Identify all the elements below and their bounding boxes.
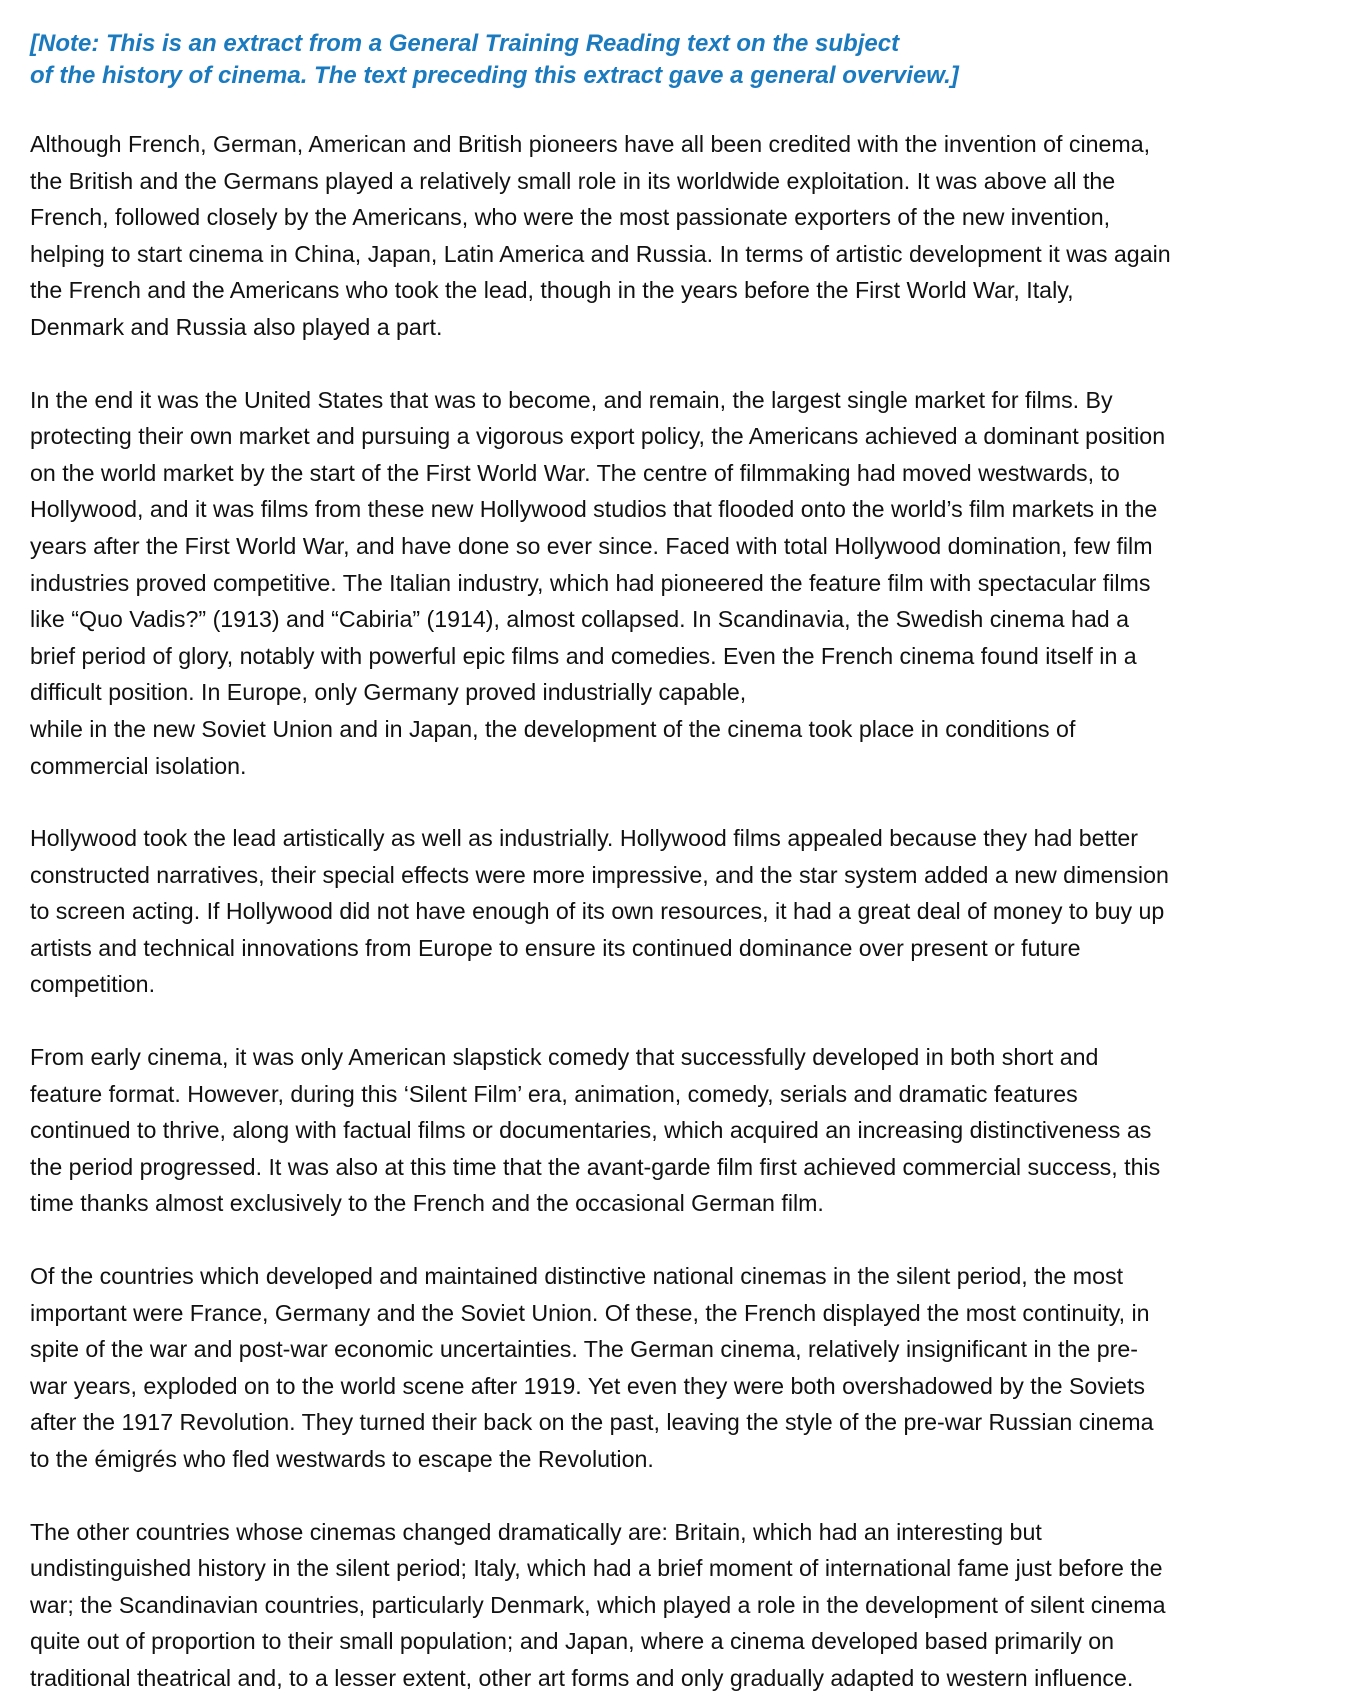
- reading-passage: [30, 28, 1340, 1697]
- paragraph-1: Although French, German, American and British pioneers have all been credited with the invention of cinema, the British and the Germans played a relatively small role in its worldwide exploitation. It was above all the French, followed closely by the Americans, who were the most passionate exporters of the new invention, helping to start cinema in China, Japan, Latin America and Russia. In terms of artistic development it was again the French and the Americans who took the lead, though in the years before the First World War, Italy, Denmark and Russia also played a part.: [30, 131, 1171, 340]
- editor-note-line-2: of the history of cinema. The text preceding this extract gave a general overview.]: [30, 62, 959, 89]
- editor-note-line-1: [Note: This is an extract from a General Training Reading text on the subject: [30, 30, 900, 57]
- paragraph-4: From early cinema, it was only American slapstick comedy that successfully developed in both short and feature format. However, during this ‘Silent Film’ era, animation, comedy, serials and dramatic features continued to thrive, along with factual films or documentaries, which acquired an increasing distinctiveness as the period progressed. It was also at this time that the avant-garde film first achieved commercial success, this time thanks almost exclusively to the French and the occasional German film.: [30, 1044, 1161, 1217]
- editor-note: [30, 28, 1340, 92]
- paragraph-2: In the end it was the United States that was to become, and remain, the largest single market for films. By protecting their own market and pursuing a vigorous export policy, the Americans achieved a dominant position on the world market by the start of the First World War. The centre of filmmaking had moved westwards, to Hollywood, and it was films from these new Hollywood studios that flooded onto the world’s film markets in the years after the First World War, and have done so ever since. Faced with total Hollywood domination, few film industries proved competitive. The Italian industry, which had pioneered the feature film with spectacular films like “Quo Vadis?” (1913) and “Cabiria” (1914), almost collapsed. In Scandinavia, the Swedish cinema had a brief period of glory, notably with powerful epic films and comedies. Even the French cinema found itself in a difficult position. In Europe, only Germany proved industrially capable, while in the new Soviet Union and in Japan, the development of the cinema took place in conditions of commercial isolation.: [30, 386, 1166, 779]
- paragraph-3: Hollywood took the lead artistically as well as industrially. Hollywood films appealed because they had better constructed narratives, their special effects were more impressive, and the star system added a new dimension to screen acting. If Hollywood did not have enough of its own resources, it had a great deal of money to buy up artists and technical innovations from Europe to ensure its continued dominance over present or future competition.: [30, 825, 1169, 998]
- paragraph-5: Of the countries which developed and maintained distinctive national cinemas in the silent period, the most important were France, Germany and the Soviet Union. Of these, the French displayed the most continuity, in spite of the war and post-war economic uncertainties. The German cinema, relatively insignificant in the pre- war years, exploded on to the world scene after 1919. Yet even they were both overshadowed by the Soviets after the 1917 Revolution. They turned their back on the past, leaving the style of the pre-war Russian cinema to the émigrés who fled westwards to escape the Revolution.: [30, 1263, 1154, 1472]
- paragraph-6: The other countries whose cinemas changed dramatically are: Britain, which had an interesting but undistinguished history in the silent period; Italy, which had a brief moment of international fame just before the war; the Scandinavian countries, particularly Denmark, which played a role in the development of silent cinema quite out of proportion to their small population; and Japan, where a cinema developed based primarily on traditional theatrical and, to a lesser extent, other art forms and only gradually adapted to western influence.: [30, 1518, 1166, 1691]
